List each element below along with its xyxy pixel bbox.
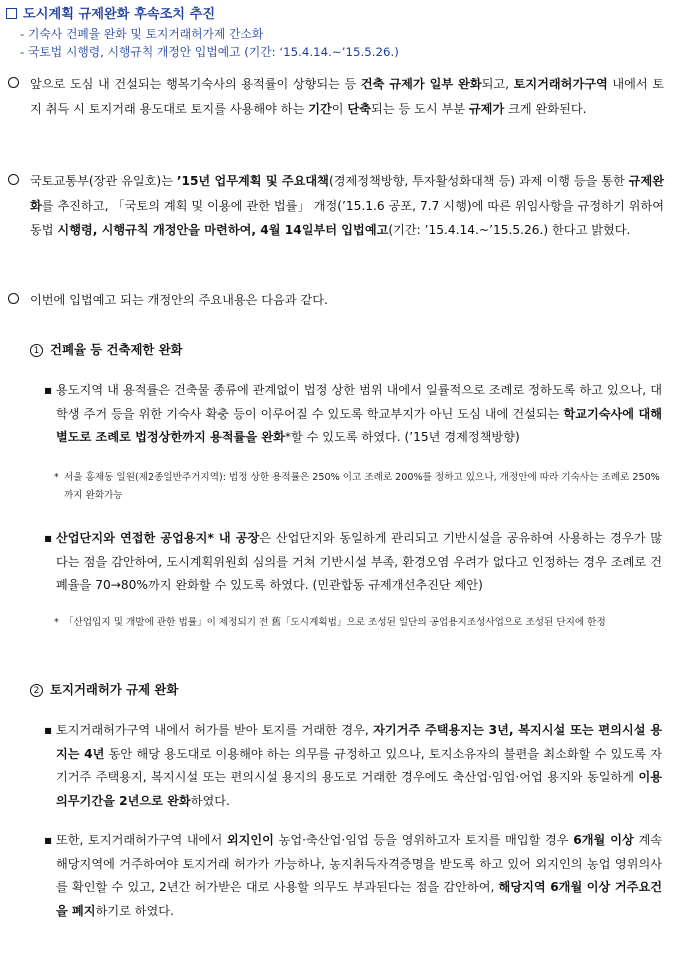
circled-number-icon: 2 [30,684,43,697]
section-1-note-2: * 「산업입지 및 개발에 관한 법률」이 제정되기 전 舊「도시계획법」으로 조성된 일단의 공업용지조성사업으로 조성된 단지에 한정 [54,617,606,628]
circled-number-icon: 1 [30,344,43,357]
square-bullet-icon: ▪ [44,833,53,847]
square-bullet-icon: ▪ [44,723,53,737]
section-1-heading: 1 건폐율 등 건축제한 완화 [30,340,183,358]
paragraph-2: 국토교통부(장관 유일호)는 ’15년 업무계획 및 주요대책(경제정책방향, 투자활성화대책 등) 과제 이행 등을 통한 규제완화를 추진하고, 「국토의 계획 및 이용에 관한 법률」 개정(’15.1.6 공포, 7.7 시행)에 따른 위임사항을 규정하기 위하여 동법 시행령, 시행규칙 개정안을 마련하여, 4월 14일부터 입법예고(기간: ’15.4.14.~’15.5.26.) 한다고 밝혔다. [8,169,664,243]
checkbox-square-icon [6,8,17,19]
circle-bullet-icon [8,174,19,185]
paragraph-3: 이번에 입법예고 되는 개정안의 주요내용은 다음과 같다. [8,288,664,313]
title-text: 도시계획 규제완화 후속조치 추진 [23,7,216,22]
paragraph-1: 앞으로 도심 내 건설되는 행복기숙사의 용적률이 상향되는 등 건축 규제가 일부 완화되고, 토지거래허가구역 내에서 토지 취득 시 토지거래 용도대로 토지를 사용해야 하는 기간이 단축되는 등 도시 부분 규제가 크게 완화된다. [8,72,664,121]
subtitle-1: - 기숙사 건폐율 완화 및 토지거래허가제 간소화 [20,27,264,41]
section-1-note-1: * 서울 홍제동 일원(제2종일반주거지역): 법정 상한 용적률은 250% 이고 조례로 200%를 정하고 있으나, 개정안에 따라 기숙사는 조례로 250%까지 완화가능 [54,472,660,501]
subtitle-2: - 국토법 시행령, 시행규칙 개정안 입법예고 (기간: ‘15.4.14.~’15.5.26.) [20,45,399,59]
section-1-bullet-1: ▪ 용도지역 내 용적률은 건축물 종류에 관계없이 법정 상한 범위 내에서 일률적으로 조례로 정하도록 하고 있으나, 대학생 주거 등을 위한 기숙사 확충 등이 이루어질 수 있도록 학교부지가 아닌 도심 내에 건설되는 학교기숙사에 대해 별도로 조례로 법정상한까지 용적률을 완화*할 수 있도록 하였다. (’15년 경제정책방향) [44,379,662,450]
section-2-bullet-2: ▪ 또한, 토지거래허가구역 내에서 외지인이 농업·축산업·임업 등을 영위하고자 토지를 매입할 경우 6개월 이상 계속 해당지역에 거주하여야 토지거래 허가가 가능하나, 농지취득자격증명을 받도록 하고 있어 외지인의 농업 영위의사를 확인할 수 있고, 2년간 허가받은 대로 사용할 의무도 부과된다는 점을 감안하여, 해당지역 6개월 이상 거주요건을 폐지하기로 하였다. [44,829,662,923]
circle-bullet-icon [8,77,19,88]
section-2-heading: 2 토지거래허가 규제 완화 [30,680,178,698]
square-bullet-icon: ▪ [44,383,53,397]
document-title [6,3,215,22]
section-2-bullet-1: ▪ 토지거래허가구역 내에서 허가를 받아 토지를 거래한 경우, 자기거주 주택용지는 3년, 복지시설 또는 편의시설 용지는 4년 동안 해당 용도대로 이용해야 하는 의무를 규정하고 있으나, 토지소유자의 불편을 최소화할 수 있도록 자기거주 주택용지, 복지시설 또는 편의시설 용지의 용도로 거래한 경우에도 축산업·임업·어업 용지와 동일하게 이용의무기간을 2년으로 완화하였다. [44,719,662,813]
square-bullet-icon: ▪ [44,531,53,545]
section-1-bullet-2: ▪ 산업단지와 연접한 공업용지* 내 공장은 산업단지와 동일하게 관리되고 기반시설을 공유하여 사용하는 경우가 많다는 점을 감안하여, 도시계획위원회 심의를 거쳐 기반시설 부족, 환경오염 우려가 없다고 인정하는 경우 조례로 건폐율을 70→80%까지 완화할 수 있도록 하였다. (민관합동 규제개선추진단 제안) [44,527,662,598]
circle-bullet-icon [8,293,19,304]
